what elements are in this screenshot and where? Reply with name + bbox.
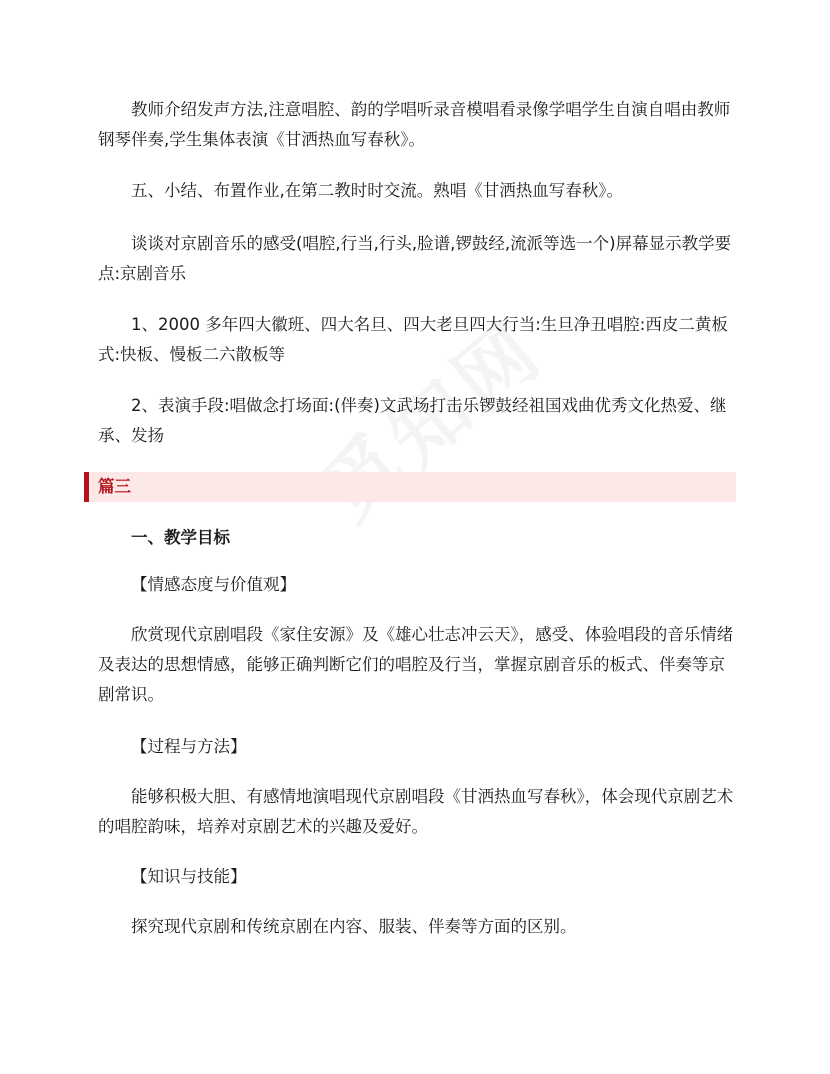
objectives-heading: 一、教学目标 xyxy=(131,528,230,547)
paragraph-attitude: 欣赏现代京剧唱段《家住安源》及《雄心壮志冲云天》，感受、体验唱段的音乐情绪及表达的思想情感，能够正确判断它们的唱腔及行当，掌握京剧音乐的板式、伴奏等京剧常识。 xyxy=(98,625,734,704)
paragraph-process: 能够积极大胆、有感情地演唱现代京剧唱段《甘洒热血写春秋》，体会现代京剧艺术的唱腔韵味，培养对京剧艺术的兴趣及爱好。 xyxy=(98,787,734,836)
section-accent-bar xyxy=(84,472,89,502)
paragraph-point-2: 2、表演手段:唱做念打场面:(伴奏)文武场打击乐锣鼓经祖国戏曲优秀文化热爱、继承、发扬 xyxy=(98,396,727,445)
section-header xyxy=(84,472,736,502)
paragraph-knowledge: 探究现代京剧和传统京剧在内容、服装、伴奏等方面的区别。 xyxy=(131,917,577,936)
paragraph-point-1: 1、2000 多年四大徽班、四大名旦、四大老旦四大行当:生旦净丑唱腔:西皮二黄板式:快板、慢板二六散板等 xyxy=(98,315,728,364)
subheading-knowledge: 【知识与技能】 xyxy=(131,867,247,886)
subheading-attitude: 【情感态度与价值观】 xyxy=(131,575,296,594)
paragraph-teaching-method: 教师介绍发声方法,注意唱腔、韵的学唱听录音模唱看录像学唱学生自演自唱由教师钢琴伴奏,学生集体表演《甘洒热血写春秋》。 xyxy=(98,100,731,149)
section-title: 篇三 xyxy=(98,477,131,496)
paragraph-feelings: 谈谈对京剧音乐的感受(唱腔,行当,行头,脸谱,锣鼓经,流派等选一个)屏幕显示教学要点:京剧音乐 xyxy=(98,234,732,283)
paragraph-summary: 五、小结、布置作业,在第二教时时交流。熟唱《甘洒热血写春秋》。 xyxy=(131,181,623,200)
subheading-process: 【过程与方法】 xyxy=(131,737,247,756)
